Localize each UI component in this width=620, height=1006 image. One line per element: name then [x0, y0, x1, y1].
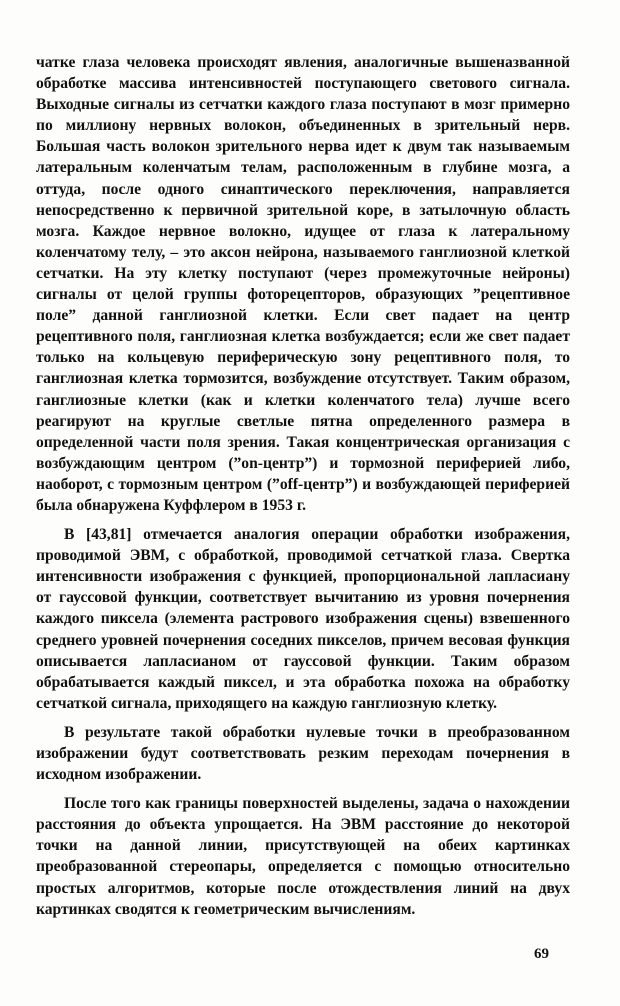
paragraph-3: В результате такой обработки нулевые точки в преобразованном изображении будут соответствовать резким переходам почернения в исходном изображении. — [36, 723, 570, 784]
paragraph-2: В [43,81] отмечается аналогия операции обработки изображения, проводимой ЭВМ, с обработкой, проводимой сетчаткой глаза. Свертка интенсивности изображения с функцией, пропорциональной лапласиану от гауссовой функции, соответствует вычитанию из уровня почернения каждого пиксела (элемента растрового изображения сцены) взвешенного среднего уровней почернения соседних пикселов, причем весовая функция описывается лапласианом от гауссовой функции. Таким образом обрабатывается каждый пиксел, и эта обработка похожа на обработку сетчаткой сигнала, приходящего на каждую ганглиозную клетку. — [36, 526, 570, 712]
paragraph-1: чатке глаза человека происходят явления, аналогичные вышеназванной обработке массива интенсивностей поступающего светового сигнала. Выходные сигналы из сетчатки каждого глаза поступают в мозг примерно по миллиону нервных волокон, объединенных в зрительный нерв. Большая часть волокон зрительного нерва идет к двум так называемым латеральным коленчатым телам, расположенным в глубине мозга, а оттуда, после одного синаптического переключения, направляется непосредственно к первичной зрительной коре, в затылочную область мозга. Каждое нервное волокно, идущее от глаза к латеральному коленчатому телу, – это аксон нейрона, называемого ганглиозной клеткой сетчатки. На эту клетку поступают (через промежуточные нейроны) сигналы от целой группы фоторецепторов, образующих ”рецептивное поле” данной ганглиозной клетки. Если свет падает на центр рецептивного поля, ганглиозная клетка возбуждается; если же свет падает только на кольцевую периферическую зону рецептивного поля, то ганглиозная клетка тормозится, возбуждение отсутствует. Таким образом, ганглиозные клетки (как и клетки коленчатого тела) лучше всего реагируют на круглые светлые пятна определенного размера в определенной части поля зрения. Такая концентрическая организация с возбуждающим центром (”on-центр”) и тормозной периферией либо, наоборот, с тормозным центром (”off-центр”) и возбуждающей периферией была обнаружена Куффлером в 1953 г. — [36, 54, 570, 514]
paragraph-4: После того как границы поверхностей выделены, задача о нахождении расстояния до объекта упрощается. На ЭВМ расстояние до некоторой точки на данной линии, присутствующей на обеих картинках преобразованной стереопары, определяется с помощью относительно простых алгоритмов, которые после отождествления линий на двух картинках сводятся к геометрическим вычислениям. — [36, 795, 570, 918]
page-number: 69 — [534, 946, 549, 962]
body-text — [36, 52, 570, 920]
